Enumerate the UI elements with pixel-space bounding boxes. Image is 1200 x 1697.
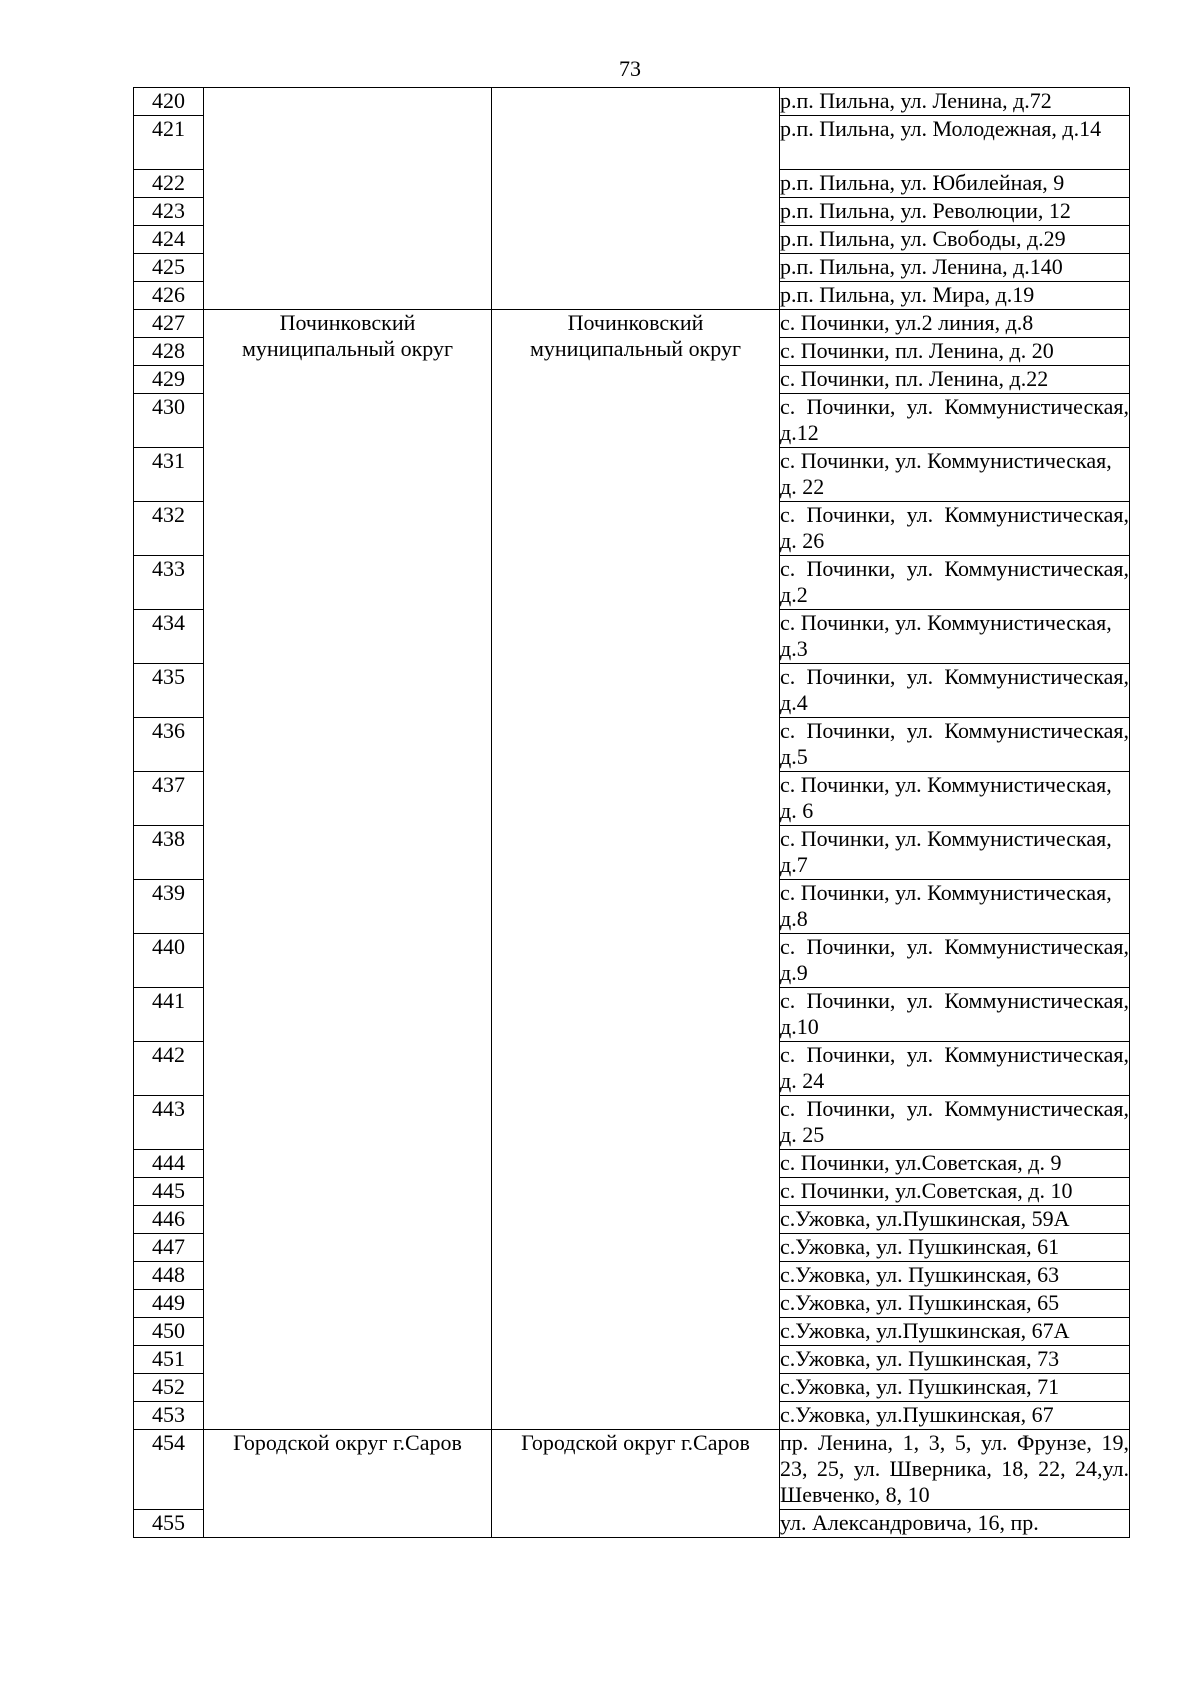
row-number: 451 (134, 1346, 204, 1374)
address-cell: с.Ужовка, ул. Пушкинская, 73 (780, 1346, 1130, 1374)
row-number: 426 (134, 282, 204, 310)
district-cell: Городской округ г.Саров (204, 1430, 492, 1538)
row-number: 441 (134, 988, 204, 1042)
row-number: 421 (134, 116, 204, 170)
address-cell: с. Починки, ул. Коммунистическая, д.9 (780, 934, 1130, 988)
table-row (134, 1430, 1130, 1510)
address-cell: с. Починки, ул. Коммунистическая, д. 24 (780, 1042, 1130, 1096)
address-cell: с. Починки, ул. Коммунистическая, д.8 (780, 880, 1130, 934)
row-number: 447 (134, 1234, 204, 1262)
row-number: 425 (134, 254, 204, 282)
row-number: 446 (134, 1206, 204, 1234)
row-number: 428 (134, 338, 204, 366)
address-cell: с. Починки, ул. Коммунистическая, д.4 (780, 664, 1130, 718)
row-number: 440 (134, 934, 204, 988)
row-number: 443 (134, 1096, 204, 1150)
address-cell: р.п. Пильна, ул. Революции, 12 (780, 198, 1130, 226)
row-number: 452 (134, 1374, 204, 1402)
row-number: 453 (134, 1402, 204, 1430)
address-cell: р.п. Пильна, ул. Молодежная, д.14 (780, 116, 1130, 170)
address-cell: р.п. Пильна, ул. Свободы, д.29 (780, 226, 1130, 254)
address-cell: с. Починки, ул. Коммунистическая, д.2 (780, 556, 1130, 610)
municipality-cell (492, 88, 780, 310)
address-cell: с. Починки, пл. Ленина, д. 20 (780, 338, 1130, 366)
address-cell: ул. Александровича, 16, пр. (780, 1510, 1130, 1538)
address-cell: с.Ужовка, ул. Пушкинская, 63 (780, 1262, 1130, 1290)
row-number: 455 (134, 1510, 204, 1538)
address-cell: пр. Ленина, 1, 3, 5, ул. Фрунзе, 19, 23, 25, ул. Шверника, 18, 22, 24,ул. Шевченко, 8, 10 (780, 1430, 1130, 1510)
address-cell: р.п. Пильна, ул. Ленина, д.72 (780, 88, 1130, 116)
row-number: 430 (134, 394, 204, 448)
row-number: 429 (134, 366, 204, 394)
address-cell: с.Ужовка, ул.Пушкинская, 59А (780, 1206, 1130, 1234)
row-number: 438 (134, 826, 204, 880)
address-cell: с. Починки, ул. Коммунистическая, д.3 (780, 610, 1130, 664)
row-number: 424 (134, 226, 204, 254)
address-cell: с. Починки, ул.Советская, д. 9 (780, 1150, 1130, 1178)
municipality-cell: Починковский муниципальный округ (492, 310, 780, 1430)
address-cell: с.Ужовка, ул. Пушкинская, 71 (780, 1374, 1130, 1402)
district-cell (204, 88, 492, 310)
row-number: 442 (134, 1042, 204, 1096)
row-number: 444 (134, 1150, 204, 1178)
address-cell: с. Починки, ул. Коммунистическая, д.12 (780, 394, 1130, 448)
address-cell: с. Починки, ул. Коммунистическая, д. 25 (780, 1096, 1130, 1150)
row-number: 422 (134, 170, 204, 198)
address-cell: с. Починки, ул.2 линия, д.8 (780, 310, 1130, 338)
address-cell: р.п. Пильна, ул. Мира, д.19 (780, 282, 1130, 310)
address-cell: с. Починки, ул. Коммунистическая, д.10 (780, 988, 1130, 1042)
municipality-cell: Городской округ г.Саров (492, 1430, 780, 1538)
address-cell: с.Ужовка, ул. Пушкинская, 65 (780, 1290, 1130, 1318)
row-number: 439 (134, 880, 204, 934)
address-cell: с. Починки, ул. Коммунистическая, д. 26 (780, 502, 1130, 556)
address-cell: с. Починки, ул. Коммунистическая, д.5 (780, 718, 1130, 772)
row-number: 420 (134, 88, 204, 116)
row-number: 432 (134, 502, 204, 556)
address-cell: с. Починки, ул. Коммунистическая, д. 6 (780, 772, 1130, 826)
table-row (134, 88, 1130, 116)
row-number: 449 (134, 1290, 204, 1318)
row-number: 448 (134, 1262, 204, 1290)
polling-stations-table (133, 87, 1130, 1538)
address-cell: с.Ужовка, ул.Пушкинская, 67 (780, 1402, 1130, 1430)
district-cell: Починковский муниципальный округ (204, 310, 492, 1430)
row-number: 450 (134, 1318, 204, 1346)
address-cell: с.Ужовка, ул. Пушкинская, 61 (780, 1234, 1130, 1262)
row-number: 435 (134, 664, 204, 718)
address-cell: с. Починки, пл. Ленина, д.22 (780, 366, 1130, 394)
row-number: 427 (134, 310, 204, 338)
page-number: 73 (619, 56, 641, 81)
row-number: 434 (134, 610, 204, 664)
table-row (134, 310, 1130, 338)
row-number: 431 (134, 448, 204, 502)
address-cell: р.п. Пильна, ул. Юбилейная, 9 (780, 170, 1130, 198)
address-cell: р.п. Пильна, ул. Ленина, д.140 (780, 254, 1130, 282)
row-number: 437 (134, 772, 204, 826)
row-number: 423 (134, 198, 204, 226)
address-cell: с. Починки, ул.Советская, д. 10 (780, 1178, 1130, 1206)
row-number: 433 (134, 556, 204, 610)
address-cell: с. Починки, ул. Коммунистическая, д. 22 (780, 448, 1130, 502)
address-cell: с. Починки, ул. Коммунистическая, д.7 (780, 826, 1130, 880)
row-number: 436 (134, 718, 204, 772)
address-cell: с.Ужовка, ул.Пушкинская, 67А (780, 1318, 1130, 1346)
row-number: 454 (134, 1430, 204, 1510)
row-number: 445 (134, 1178, 204, 1206)
